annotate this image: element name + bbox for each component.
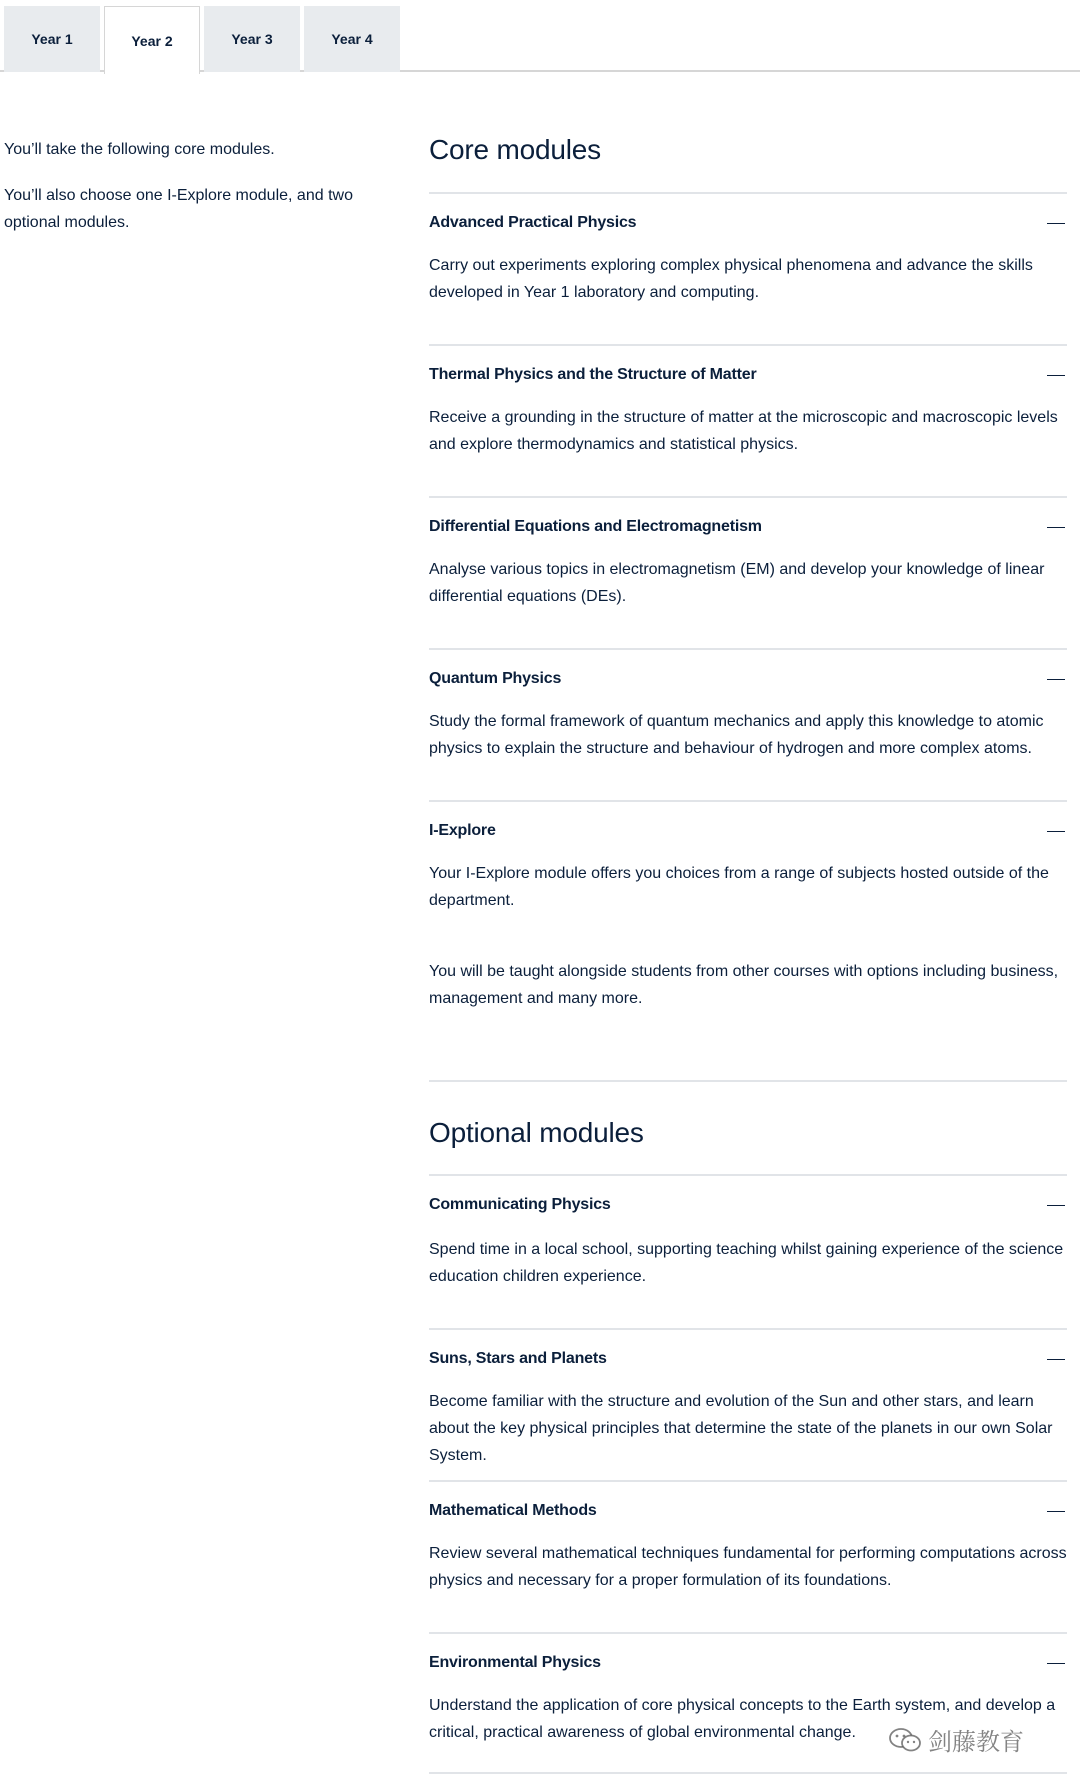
core-module-differential-equations [429,496,1067,648]
module-title: Communicating Physics [429,1196,611,1213]
watermark-text: 剑藤教育 [928,1728,1024,1756]
module-title: Suns, Stars and Planets [429,1350,607,1367]
module-description: Carry out experiments exploring complex physical phenomena and advance the skills developed in Year 1 laboratory and computing. [429,257,1033,301]
module-description: Your I-Explore module offers you choices from a range of subjects hosted outside of the department. [429,865,1049,909]
collapse-icon[interactable] [1047,375,1065,376]
modules-column [429,130,1067,1774]
module-title: I-Explore [429,822,496,839]
module-description: Understand the application of core physical concepts to the Earth system, and develop a critical, practical awareness of global environmental change. [429,1697,1056,1741]
core-module-advanced-practical-physics [429,192,1067,344]
module-description: Study the formal framework of quantum mechanics and apply this knowledge to atomic physics to explain the structure and behaviour of hydrogen and more complex atoms. [429,713,1044,757]
intro-choice-text: You’ll also choose one I-Explore module, and two optional modules. [4,187,353,231]
collapse-icon[interactable] [1047,679,1065,680]
module-title: Quantum Physics [429,670,562,687]
module-header[interactable] [429,1176,1067,1234]
module-header[interactable] [429,346,1067,404]
module-header[interactable] [429,1634,1067,1692]
collapse-icon[interactable] [1047,1205,1065,1206]
wechat-icon [888,1727,922,1753]
tab-year-2[interactable]: Year 2 [104,6,200,74]
core-module-i-explore [429,800,1067,1080]
module-description: Become familiar with the structure and evolution of the Sun and other stars, and learn about the key physical principles that determine the state of the planets in our own Solar System. [429,1393,1053,1464]
optional-module-mathematical-methods [429,1480,1067,1632]
module-title: Thermal Physics and the Structure of Matter [429,366,757,383]
core-modules-heading: Core modules [429,134,601,165]
module-header[interactable] [429,194,1067,252]
module-description: Review several mathematical techniques fundamental for performing computations across physics and necessary for a proper formulation of its foundations. [429,1545,1067,1589]
module-title: Environmental Physics [429,1654,601,1671]
tab-year-3[interactable]: Year 3 [204,6,300,72]
divider [429,1772,1067,1774]
optional-module-suns-stars-planets [429,1328,1067,1480]
module-title: Mathematical Methods [429,1502,597,1519]
module-title: Advanced Practical Physics [429,214,637,231]
collapse-icon[interactable] [1047,527,1065,528]
module-header[interactable] [429,650,1067,708]
optional-modules-heading: Optional modules [429,1117,644,1148]
tab-year-4[interactable]: Year 4 [304,6,400,72]
module-description: Analyse various topics in electromagnetism (EM) and develop your knowledge of linear differential equations (DEs). [429,561,1045,605]
module-description: Receive a grounding in the structure of matter at the microscopic and macroscopic levels and explore thermodynamics and statistical physics. [429,409,1058,453]
module-header[interactable] [429,498,1067,556]
module-header[interactable] [429,1330,1067,1388]
tab-year-1[interactable]: Year 1 [4,6,100,72]
collapse-icon[interactable] [1047,1359,1065,1360]
collapse-icon[interactable] [1047,831,1065,832]
module-description: Spend time in a local school, supporting teaching whilst gaining experience of the science education children experience. [429,1241,1064,1285]
core-module-thermal-physics [429,344,1067,496]
collapse-icon[interactable] [1047,1663,1065,1664]
year-tab-bar [0,0,1080,72]
intro-core-text: You’ll take the following core modules. [4,141,275,158]
collapse-icon[interactable] [1047,223,1065,224]
module-header[interactable] [429,1482,1067,1540]
watermark [888,1722,1024,1757]
module-title: Differential Equations and Electromagnetism [429,518,762,535]
intro-panel [4,136,364,255]
module-description-extra: You will be taught alongside students from other courses with options including business, management and many more. [429,963,1059,1007]
core-module-quantum-physics [429,648,1067,800]
collapse-icon[interactable] [1047,1511,1065,1512]
module-header[interactable] [429,802,1067,860]
optional-module-communicating-physics [429,1174,1067,1328]
